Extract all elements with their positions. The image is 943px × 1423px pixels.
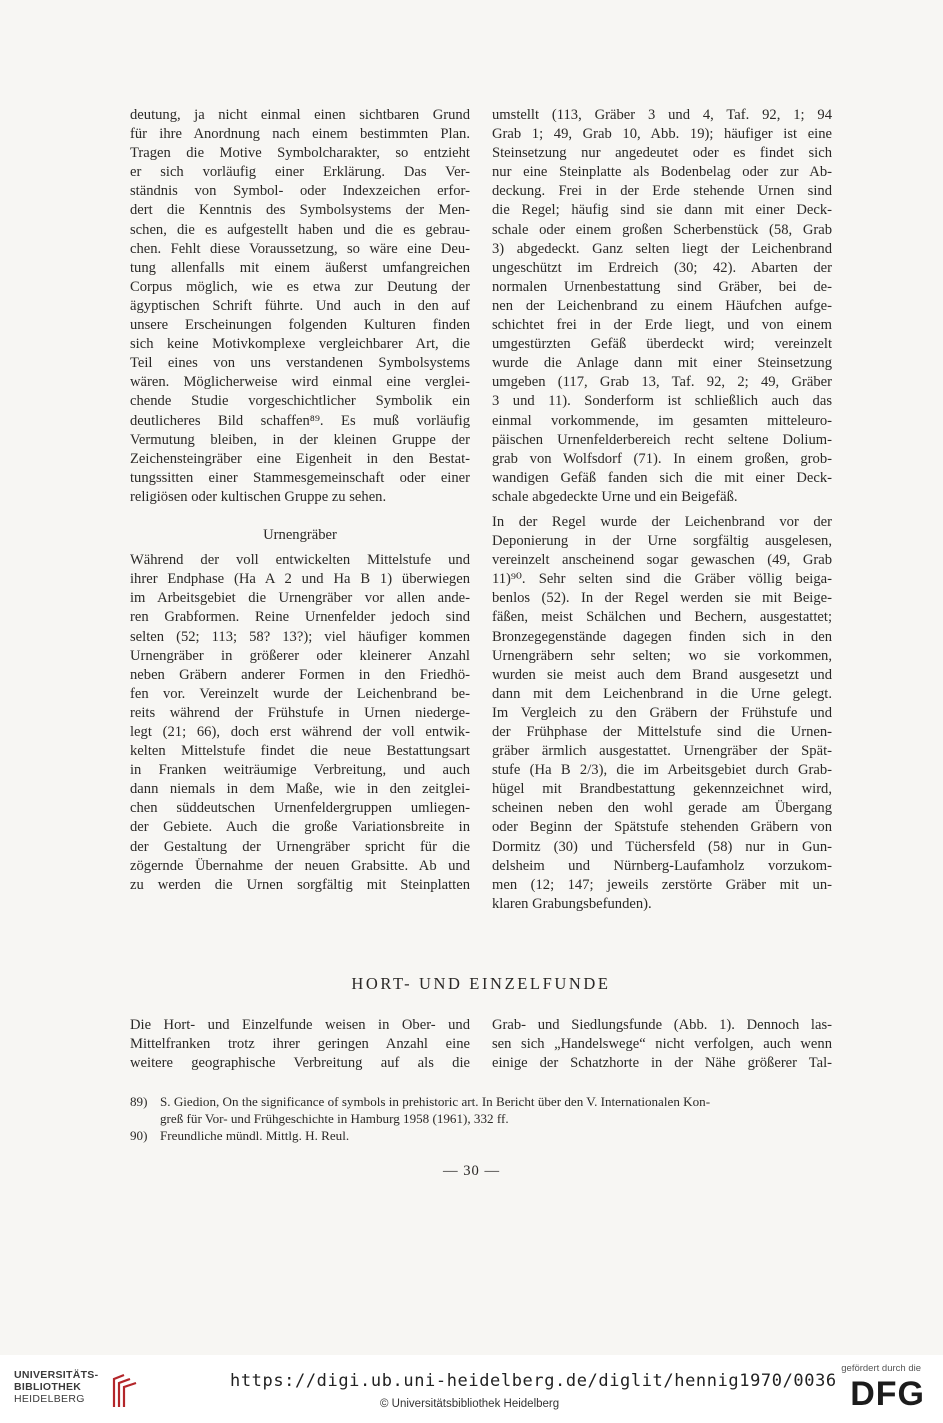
text-line: delsheim und Nürnberg-Laufamholz vorzukom- (492, 857, 832, 874)
section-right-column (492, 1016, 832, 1073)
text-line: 3 und 11). Sonderform ist schließlich auch das (492, 393, 832, 410)
text-line: nur eine Steinplatte als Bodenbelag oder zur Ab- (492, 164, 832, 181)
text-line: der Gestaltung der Urnengräber spricht für die (130, 838, 470, 855)
text-line: er sich vorläufig einer Erklärung. Das Ver- (130, 164, 470, 181)
text-line: religiösen oder kultischen Gruppe zu sehen. (130, 488, 387, 505)
text-line: Teil eines von uns verstandenen Symbolsystems (130, 355, 470, 372)
dfg-logo[interactable]: DFG (850, 1375, 925, 1413)
text-line: men (12; 147; jeweils zerstörte Gräber mit un- (492, 876, 832, 893)
footnote-text: S. Giedion, On the significance of symbols in prehistoric art. In Bericht über den V. Internationalen Kon- (160, 1094, 711, 1109)
text-line: 3) abgedeckt. Ganz selten liegt der Leichenbrand (492, 240, 832, 257)
left-column (130, 106, 470, 895)
copyright-notice: © Universitätsbibliothek Heidelberg (380, 1398, 560, 1410)
text-line: reits während der Frühstufe in Urnen niederge- (130, 704, 470, 721)
permalink-url[interactable]: https://digi.ub.uni-heidelberg.de/diglit/hennig1970/0036 (230, 1371, 837, 1391)
text-line: dann niemals in dem Maße, wie in den zeitglei- (130, 781, 470, 798)
text-line: zu werden die Urnen sorgfältig mit Steinplatten (130, 876, 470, 893)
text-line: Grab- und Siedlungsfunde (Abb. 1). Dennoch las- (492, 1017, 832, 1033)
text-line: fen vor. Vereinzelt wurde der Leichenbrand be- (130, 685, 470, 702)
text-line: chen. Fehlt diese Voraussetzung, so wäre eine Deu- (130, 240, 470, 257)
text-line: schale abgedeckte Urne und ein Beigefäß. (492, 488, 738, 505)
text-line: Mittelfranken trotz ihrer geringen Anzahl eine (130, 1036, 470, 1053)
text-line: dert die Kenntnis des Symbolsystems der Men- (130, 202, 470, 219)
text-line: Zeichensteingräber eine Eigenheit in den Bestat- (130, 450, 470, 467)
text-line: fäßen, meist Schälchen und Bechern, ausgestattet; (492, 609, 832, 626)
text-line: sich keine Motivkomplexe vergleichbarer Art, die (130, 336, 470, 353)
text-line: weitere geographische Verbreitung auf als die (130, 1055, 470, 1072)
text-line: schen, die es aufgestellt haben und die es gebrau- (130, 221, 470, 238)
footnote-89 (130, 1093, 832, 1110)
subheading: Urnengräber (263, 527, 337, 544)
text-line: chen süddeutschen Urnenfeldergruppen umliegen- (130, 800, 470, 817)
library-name (14, 1369, 98, 1405)
funder-caption: gefördert durch die (841, 1363, 921, 1374)
text-line: einige der Schatzhorte in der Nähe größerer Tal- (492, 1055, 832, 1072)
text-line: Urnengräber in größerer oder kleinerer Anzahl (130, 647, 470, 664)
text-line: stufe (Ha B 2/3), die im Arbeitsgebiet durch Grab- (492, 762, 832, 779)
text-line: wurden sie meist auch dem Brand ausgesetzt und (492, 666, 832, 683)
footnotes (130, 1093, 832, 1145)
text-line: neben Gräbern anderer Formen in den Friedhö- (130, 666, 470, 683)
text-line: deckung. Frei in der Erde stehende Urnen sind (492, 183, 832, 200)
library-name-line: HEIDELBERG (14, 1393, 85, 1405)
text-line: unsere Erscheinungen folgenden Kulturen finden (130, 317, 470, 334)
text-line: sen sich „Handelswege“ nicht verfolgen, auch wenn (492, 1036, 832, 1053)
text-line: der Gebiete. Auch die große Variationsbreite in (130, 819, 470, 836)
text-line: ungeschützt im Erdreich (30; 42). Abarten der (492, 259, 832, 276)
text-line: Die Hort- und Einzelfunde weisen in Ober- und (130, 1017, 470, 1033)
library-emblem-icon (110, 1373, 138, 1411)
text-line: Corpus möglich, wie es etwa zur Deutung der (130, 278, 470, 295)
section-left-column (130, 1016, 470, 1073)
text-line: klaren Grabungsbefunden). (492, 895, 652, 912)
footnote-90 (130, 1127, 832, 1144)
text-line: wurde die Anlage dann mit einer Steinsetzung (492, 355, 832, 372)
text-line: der Frühphase der Mittelstufe sind die Urnen- (492, 724, 832, 740)
text-line: gräber ärmlich ausgestattet. Urnengräber der Spät- (492, 743, 832, 760)
text-line: Deponierung in der Urne sorgfältig ausgelesen, (492, 533, 832, 550)
text-line: oder Beginn der Spätstufe stehenden Gräbern von (492, 819, 832, 836)
text-line: päischen Urnenfelderbereich recht seltene Dolium- (492, 431, 832, 448)
text-line: Tragen die Motive Symbolcharakter, so entzieht (130, 145, 470, 162)
text-line: Grab 1; 49, Grab 10, Abb. 19); häufiger ist eine (492, 126, 832, 143)
text-line: Urnengräbern sehr selten; wo sie vorkommen, (492, 647, 832, 664)
text-line: chende Studie vorgeschichtlicher Symbolik ein (130, 393, 470, 410)
text-line: ständnis von Symbol- oder Indexzeichen erfor- (130, 183, 470, 200)
text-line: Während der voll entwickelten Mittelstufe und (130, 552, 470, 569)
text-line: die Regel; häufig sind sie dann mit einer Deck- (492, 202, 832, 219)
text-line: wären. Möglicherweise wird einmal eine verglei- (130, 374, 470, 391)
text-line: schichtet frei in der Erde liegt, und von einem (492, 317, 832, 334)
text-line: ren Grabformen. Reine Urnenfelder jedoch sind (130, 609, 470, 626)
right-column (492, 106, 832, 914)
text-line: schale oder einem großen Scherbenstück (58, Grab (492, 221, 832, 238)
footnote-89-continued: greß für Vor- und Frühgeschichte in Hamburg 1958 (1961), 332 ff. (160, 1111, 509, 1127)
text-line: benlos (52). In der Regel werden sie mit Beige- (492, 590, 832, 607)
text-line: nen der Leichenbrand zu einem Häufchen aufge- (492, 297, 832, 314)
text-line: tungssitten einer Stammesgemeinschaft oder einer (130, 469, 470, 486)
text-line: im Arbeitsgebiet die Urnengräber vor allen ande- (130, 590, 470, 607)
library-name-line: UNIVERSITÄTS- (14, 1369, 99, 1381)
footnote-number: 89) (130, 1094, 148, 1109)
text-line: selten (52; 113; 58? 13?); viel häufiger kommen (130, 628, 470, 645)
text-line: legt (21; 66), doch erst während der voll entwik- (130, 724, 470, 740)
viewer-footer (0, 1355, 943, 1423)
text-line: 11)⁹⁰. Sehr selten sind die Gräber völlig beiga- (492, 571, 832, 588)
text-line: vereinzelt anscheinend sogar gewaschen (49, Grab (492, 552, 832, 569)
text-line: Bronzegegenstände dagegen finden sich in den (492, 628, 832, 645)
text-line: zögernde Übernahme der neuen Grabsitte. Ab und (130, 857, 470, 874)
section-heading: HORT- UND EINZELFUNDE (351, 974, 611, 993)
text-line: einmal vorkommende, im gesamten mitteleuro- (492, 412, 832, 429)
text-line: scheinen neben den wohl gerade am Übergang (492, 800, 832, 817)
text-line: normalen Urnenbestattung sind Gräber, bei de- (492, 278, 832, 295)
text-line: deutung, ja nicht einmal einen sichtbaren Grund (130, 107, 470, 123)
footnote-text: Freundliche mündl. Mittlg. H. Reul. (160, 1128, 350, 1144)
page-number: — 30 — (442, 1163, 501, 1179)
text-line: in Franken weiträumige Verbreitung, und auch (130, 762, 470, 779)
text-line: tung allenfalls mit einem äußerst umfangreichen (130, 259, 470, 276)
library-logo[interactable] (14, 1369, 134, 1413)
text-line: Dormitz (30) und Tüchersfeld (58) nur in Gun- (492, 838, 832, 855)
text-line: hügel mit Brandbestattung gekennzeichnet wird, (492, 781, 832, 798)
text-line: dann mit dem Leichenbrand in die Urne gelegt. (492, 685, 832, 702)
text-line: Im Vergleich zu den Gräbern der Frühstufe und (492, 704, 832, 721)
text-line: für ihre Anordnung nach einem bestimmten Plan. (130, 126, 470, 143)
text-line: kelten Mittelstufe findet die neue Bestattungsart (130, 743, 470, 760)
text-line: umgestürzten Gefäß überdeckt wird; vereinzelt (492, 336, 832, 353)
text-line: umstellt (113, Gräber 3 und 4, Taf. 92, 1; 94 (492, 107, 832, 123)
text-line: ihrer Endphase (Ha A 2 und Ha B 1) überwiegen (130, 571, 470, 588)
text-line: deutlicheres Bild schaffen⁸⁹. Es muß vorläufig (130, 412, 470, 429)
footnote-number: 90) (130, 1128, 148, 1144)
library-name-line: BIBLIOTHEK (14, 1381, 82, 1393)
text-line: Steinsetzung nur angedeutet oder es findet sich (492, 145, 832, 162)
text-line: grab von Wolfsdorf (71). In einem großen, grob- (492, 450, 832, 467)
text-line: In der Regel wurde der Leichenbrand vor der (492, 513, 832, 530)
text-line: wandigen Gefäß fanden sich die mit einer Deck- (492, 469, 832, 486)
text-line: Vermutung bleiben, in der kleinen Gruppe der (130, 431, 470, 448)
paragraph-spacer (130, 507, 470, 526)
text-line: ägyptischen Schrift führte. Und auch in den auf (130, 297, 470, 314)
text-line: umgeben (117, Grab 13, Taf. 92, 2; 49, Gräber (492, 374, 832, 391)
